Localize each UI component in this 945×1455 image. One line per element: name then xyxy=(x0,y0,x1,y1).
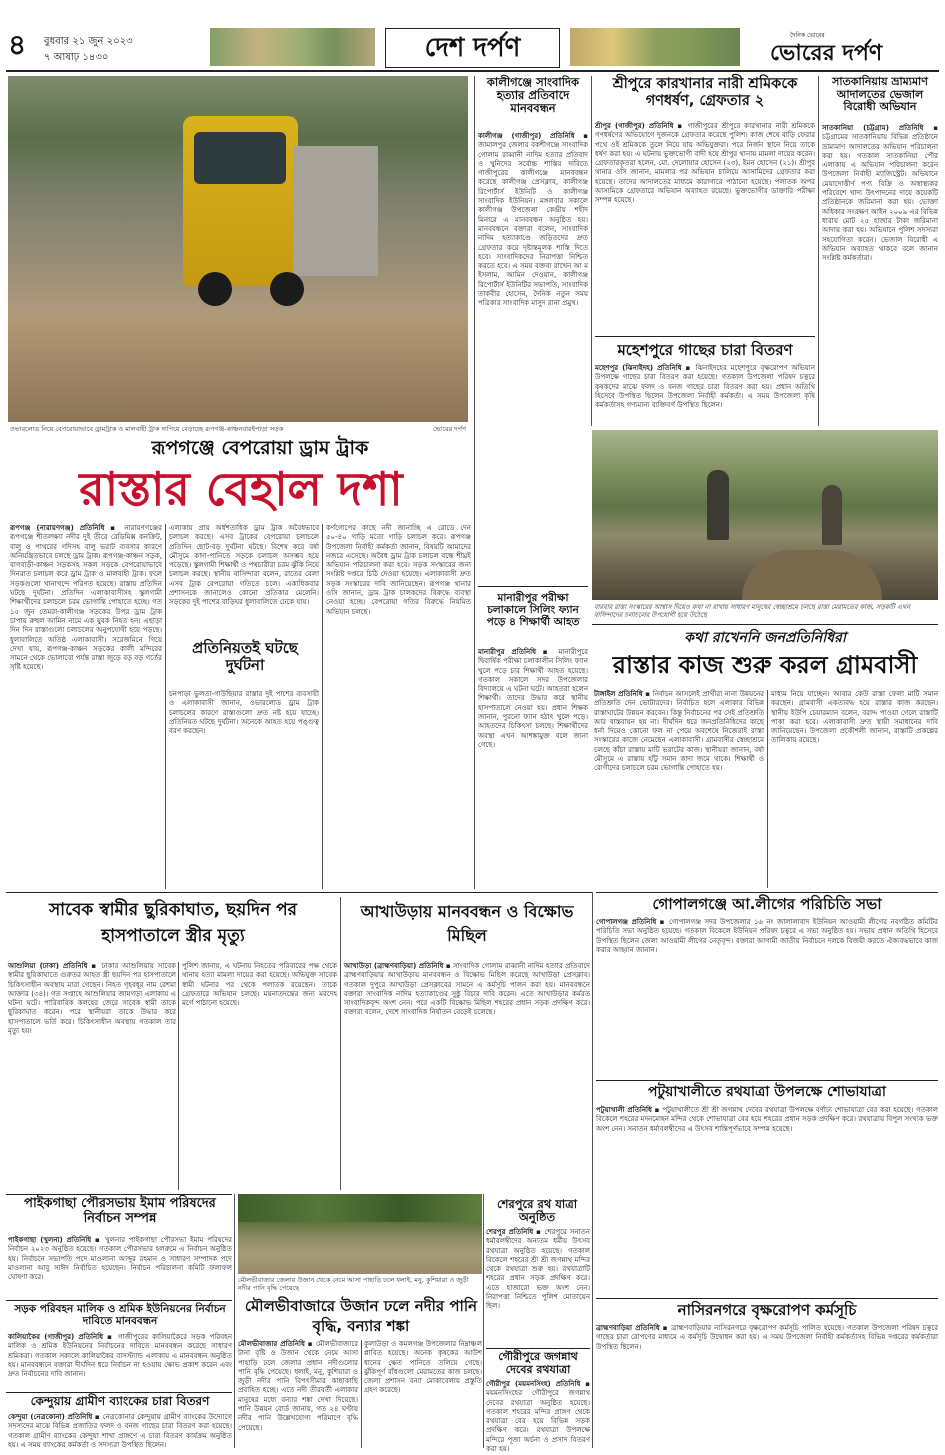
stabbing-col-1-text: ঢাকার আশুলিয়ায় সাবেক স্বামীর ছুরিকাঘাতে গুরুতর আহত স্ত্রী ছয়দিন পর হাসপাতালে চিকিৎসাধীন অবস্থায় মারা গেছেন। নিহত গৃহবধূর নাম রেশমা আক্তার (৩৪)। গত সপ্তাহে আশুলিয়ার জামগড়া এলাকায় এ ঘটনা ঘটে। পারিবারিক কলহের জেরে সাবেক স্বামী তাকে ছুরিকাঘাত করেন। পরে স্থানীয়রা তাকে উদ্ধার করে হাসপাতালে ভর্তি করে। চিকিৎসাধীন অবস্থায় গতকাল তার মৃত্যু হয়। xyxy=(8,962,176,1036)
fan-text: মানারীপুরে দ্বিবার্ষিক পরীক্ষা চলাকালীন সিলিং ফ্যান খুলে পড়ে চার শিক্ষার্থী আহত হয়েছে। গতকাল সকালে সদর উপজেলার বিদ্যালয়ে এ ঘটনা ঘটে। আহতরা হলেন শিক্ষার্থী। তাদের উদ্ধার করে স্থানীয় হাসপাতালে নেওয়া হয়। প্রধান শিক্ষক জানান, পুরনো ফ্যান হঠাৎ খুলে পড়ে। আহতদের চিকিৎসা চলছে। শিক্ষার্থীদের অবস্থা এখন আশঙ্কামুক্ত বলে জানা গেছে। xyxy=(478,648,588,749)
lead-col-2b: চনপাড়া ভুলতা-গাউছিয়ার রাস্তার দুই পাশের ব্যবসায়ী ও এলাকাবাসী জানান, ওভারলোড ড্রাম ট্রাক চলাচলের কারণে রাস্তাগুলো দ্রুত নষ্ট হয়ে যাচ্ছে। প্রতিনিয়ত ঘটছে দুর্ঘটনা। অনেকে আহত হয়ে পঙ্গুত্ব বরণ করছেন। xyxy=(169,690,319,736)
header-photo-strip-right xyxy=(570,28,740,66)
truck-wheel-left xyxy=(198,272,232,306)
truck-body xyxy=(293,146,378,276)
sorok-body: কালিয়াকৈর (গাজীপুর) প্রতিনিধি ▪ গাজীপুরের কালিয়াকৈরে সড়ক পরিবহন মালিক ও শ্রমিক ইউনিয়নের নির্বাচনের দাবিতে মানববন্ধন করেছে সাধারণ শ্রমিকরা। গতকাল সকালে কালিয়াকৈর বাসস্ট্যান্ড এলাকায় এ মানববন্ধন অনুষ্ঠিত হয়। মানববন্ধনে বক্তারা দীর্ঘদিন ধরে নির্বাচন না হওয়ায় ক্ষোভ প্রকাশ করেন এবং দ্রুত নির্বাচনের দাবি জানান। xyxy=(8,1333,232,1379)
sorok-text: গাজীপুরের কালিয়াকৈরে সড়ক পরিবহন মালিক ও শ্রমিক ইউনিয়নের নির্বাচনের দাবিতে মানববন্ধন করেছে সাধারণ শ্রমিকরা। গতকাল সকালে কালিয়াকৈর বাসস্ট্যান্ড এলাকায় এ মানববন্ধন অনুষ্ঠিত হয়। মানববন্ধনে বক্তারা দীর্ঘদিন ধরে নির্বাচন না হওয়ায় ক্ষোভ প্রকাশ করেন এবং দ্রুত নির্বাচনের দাবি জানান। xyxy=(8,1333,232,1379)
lead-col-2: এলাকায় প্রায় অর্ধশতাধিক ড্রাম ট্রাক অবৈধভাবে চলাচল করছে। এসব ট্রাকের বেপরোয়া চলাচলে প্রতিদিন ছোট-বড় দুর্ঘটনা ঘটছে। বিশেষ করে বর্ষা মৌসুমে কাদা-পানিতে সড়কে চলাচল অসম্ভব হয়ে পড়েছে। স্কুলগামী শিক্ষার্থী ও পথচারীরা চরম ঝুঁকি নিয়ে চলাচল করছে। স্থানীয় বাসিন্দারা বলেন, রাতের বেলা এসব ট্রাক বেপরোয়া গতিতে চলে। একাধিকবার প্রশাসনকে জানালেও কোনো প্রতিকার মেলেনি। সড়কের দুই পাশের বাড়িঘর ধুলাবালিতে ঢেকে যায়। xyxy=(169,524,319,607)
header-photo-strip-left xyxy=(210,28,375,66)
stabbing-byline: আশুলিয়া (ঢাকা) প্রতিনিধি xyxy=(8,962,88,970)
kendua-top-rule xyxy=(6,1392,232,1393)
villager-1 xyxy=(707,470,729,540)
satkania-headline: সাতকানিয়ায় ভ্রাম্যমাণ আদালতের ভেজাল বিরোধী অভিযান xyxy=(832,75,928,114)
lead-kicker: রূপগঞ্জে বেপরোয়া ড্রাম ট্রাক xyxy=(151,437,369,459)
sreepur-text: গাজীপুরের শ্রীপুরে কারখানার নারী শ্রমিককে গণধর্ষণের অভিযোগে দুজনকে গ্রেফতার করেছে পুলিশ। কাজ শেষে বাড়ি ফেরার পথে ওই শ্রমিককে তুলে নিয়ে যায় অভিযুক্তরা। পরে নির্জন স্থানে নিয়ে তাকে ধর্ষণ করা হয়। এ ঘটনায় ভুক্তভোগী বাদী হয়ে শ্রীপুর থানায় মামলা দায়ের করেন। গ্রেফতারকৃতরা হলেন, মো. দেলোয়ার হোসেন (২৩), ইমন হোসেন (২১)। শ্রীপুর থানার ওসি জানান, মামলার পর অভিযান চালিয়ে আসামিদের গ্রেফতার করা হয়েছে। তাদের আদালতের মাধ্যমে কারাগারে পাঠানো হয়েছে। পলাতক অপর আসামিকে গ্রেফতারে অভিযান অব্যাহত রয়েছে। ভুক্তভোগীর ডাক্তারি পরীক্ষা সম্পন্ন হয়েছে। xyxy=(595,122,816,205)
sreepur-body: শ্রীপুর (গাজীপুর) প্রতিনিধি ▪ গাজীপুরের শ্রীপুরে কারখানার নারী শ্রমিককে গণধর্ষণের অভিযোগে দুজনকে গ্রেফতার করেছে পুলিশ। কাজ শেষে বাড়ি ফেরার পথে ওই শ্রমিককে তুলে নিয়ে যায় অভিযুক্তরা। পরে নির্জন স্থানে নিয়ে তাকে ধর্ষণ করা হয়। এ ঘটনায় ভুক্তভোগী বাদী হয়ে শ্রীপুর থানায় মামলা দায়ের করেন। গ্রেফতারকৃতরা হলেন, মো. দেলোয়ার হোসেন (২৩), ইমন হোসেন (২১)। শ্রীপুর থানার ওসি জানান, মামলার পর অভিযান চালিয়ে আসামিদের গ্রেফতার করা হয়েছে। তাদের আদালতের মাধ্যমে কারাগারে পাঠানো হয়েছে। পলাতক অপর আসামিকে গ্রেফতারে অভিযান অব্যাহত রয়েছে। ভুক্তভোগীর ডাক্তারি পরীক্ষা সম্পন্ন হয়েছে। xyxy=(595,122,816,205)
lead-subhead: প্রতিনিয়তই ঘটছে দুর্ঘটনা xyxy=(192,639,298,675)
lead-col-3: কর্ণগোপের কাছে নদী জানাচ্ছি এ রোডে দেন ৫০-৪০ গাড়ি মতো গাড়ি চলাচল করে। রূপগঞ্জ উপজেলা নির্বাহী কর্মকর্তা জানান, বিষয়টি আমাদের নজরে এসেছে। অবৈধ ড্রাম ট্রাক চলাচল বন্ধে শীঘ্রই অভিযান পরিচালনা করা হবে। সড়ক সংস্কারের জন্য সংশ্লিষ্ট দপ্তরে চিঠি দেওয়া হয়েছে। এলাকাবাসী দ্রুত সড়ক সংস্কারের দাবি জানিয়েছেন। রূপগঞ্জ থানার ওসি জানান, ড্রাম ট্রাক চালকদের বিরুদ্ধে ব্যবস্থা নেওয়া হচ্ছে। বেপরোয়া গতির বিরুদ্ধে নিয়মিত অভিযান চলছে। xyxy=(326,524,471,616)
section-title: দেশ দর্পণ xyxy=(385,28,560,68)
paikgacha-byline: পাইকগাছা (খুলনা) প্রতিনিধি xyxy=(8,1236,92,1244)
moheshpur-body: মহেশপুর (ঝিনাইদহ) প্রতিনিধি ▪ ঝিনাইদহের মহেশপুরে বৃক্ষরোপণ অভিযান উপলক্ষে গাছের চারা বিতরণ করা হয়েছে। গতকাল উপজেলা পরিষদ চত্বরে কৃষকদের মাঝে ফলদ ও বনজ গাছের চারা বিতরণ করা হয়। প্রধান অতিথি হিসেবে উপস্থিত ছিলেন উপজেলা নির্বাহী কর্মকর্তা। এ সময় উপজেলা কৃষি কর্মকর্তাসহ গণ্যমান্য ব্যক্তিবর্গ উপস্থিত ছিলেন। xyxy=(595,364,815,410)
lead-headline: রাস্তার বেহাল দশা xyxy=(79,462,403,516)
gopalganj-headline: গোপালগঞ্জে আ.লীগের পরিচিতি সভা xyxy=(652,895,882,913)
sorok-byline: কালিয়াকৈর (গাজীপুর) প্রতিনিধি xyxy=(8,1333,104,1341)
villager-2 xyxy=(822,485,842,545)
lead-col-1: রূপগঞ্জ (নারায়ণগঞ্জ) প্রতিনিধি ▪ নারায়ণগঞ্জের রূপগঞ্জে শীতলক্ষ্যা নদীর দুই তীরে রেডিমিক্স কনক্রিট, বালু ও পাথরের গদিসহ বালু ভরাট ব্যবসার কারণে অনিয়ন্ত্রিতভাবে চলছে ড্রাম ট্রাক। রূপগঞ্জ-কাঞ্চন সড়ক, বাগবাড়ী-কাঞ্চন সড়কসহ সকল সড়কে বেপরোয়াভাবে দিনরাত চলাচল করে ড্রাম ট্রাক ও মালবাহী ট্রাক। ফলে সড়কগুলো খানাখন্দে পরিণত হয়েছে। রাস্তায় প্রতিদিন ঘটছে দুর্ঘটনা। প্রতিদিন এলাকাবাসীসহ স্কুলগামী শিক্ষার্থীদের চলাচলে চরম ভোগান্তি পোহাতে হচ্ছে। গত ১৫ জুন তেমরা-কালীগঞ্জ সড়কের উপর ড্রাম ট্রাক চাপায় রুহুল আমিন নামে এক যুবক নিহত হন। এছাড়া দিন দিন রাস্তাগুলো চলাচলের অনুপযোগী হয়ে পড়ছে। ধুলাবালিতে অতিষ্ঠ এলাকাবাসী। সরেজমিনে গিয়ে দেখা যায়, রূপগঞ্জ-কাঞ্চন সড়কের কালী মন্দিরের সামনে থেকে ভোলাবো পর্যন্ত রাস্তা জুড়ে বড় বড় গর্তের সৃষ্টি হয়েছে। xyxy=(10,524,162,672)
dirt-mound xyxy=(742,550,882,600)
truck-wheel-right xyxy=(270,272,304,306)
moheshpur-byline: মহেশপুর (ঝিনাইদহ) প্রতিনিধি xyxy=(595,364,682,372)
village-photo-caption: বারবার রাস্তা সংস্কারের আশ্বাস দিয়েও কথা না রাখায় সাধারণ মানুষের স্বেচ্ছাশ্রমে চলছে রাস্তা মেরামতের কাজ, সড়কটি এখন বাসিন্দাদের চলাচলের উপযোগী হয়ে উঠেছে xyxy=(594,603,911,619)
kendua-body: কেন্দুয়া (নেত্রকোনা) প্রতিনিধি ▪ নেত্রকোনার কেন্দুয়ায় গ্রামীণ ব্যাংকের উদ্যোগে সদস্যদের মাঝে বিভিন্ন প্রজাতির ফলদ ও বনজ গাছের চারা বিতরণ করা হয়েছে। গতকাল গ্রামীণ ব্যাংকের কেন্দুয়া শাখা প্রাঙ্গণে এ চারা বিতরণ কার্যক্রম অনুষ্ঠিত হয়। এ সময় ব্যাংকের কর্মকর্তা ও সদস্যরা উপস্থিত ছিলেন। xyxy=(8,1413,232,1449)
kaliganj-byline: কালীগঞ্জ (গাজীপুর) প্রতিনিধি xyxy=(478,132,575,140)
sreepur-byline: শ্রীপুর (গাজীপুর) প্রতিনিধি xyxy=(595,122,674,130)
page-number: ৪ xyxy=(8,28,27,61)
lead-byline: রূপগঞ্জ (নারায়ণগঞ্জ) প্রতিনিধি xyxy=(10,524,105,532)
road-col-2: মাধ্যম নিয়ে যাচ্ছেন। আবার কেউ রাস্তা ফেলা মাটি সমান করছেন। গ্রামবাসী একতাবদ্ধ হয়ে রাস্তার কাজ করছেন। স্থানীয় ইউপি চেয়ারম্যান বলেন, বরাদ্দ পাওয়া গেলে রাস্তাটি পাকা করা হবে। এলাকাবাসী দ্রুত স্থায়ী সমাধানের দাবি জানিয়েছেন। উপজেলা প্রকৌশলী জানান, রাস্তাটি প্রকল্পের তালিকায় রয়েছে। xyxy=(771,690,938,745)
patuakhali-body: পটুয়াখালী প্রতিনিধি ▪ পটুয়াখালীতে শ্রী শ্রী জগন্নাথ দেবের রথযাত্রা উপলক্ষে বর্ণাঢ্য শোভাযাত্রা বের করা হয়েছে। গতকাল বিকেলে শহরের মদনমোহন মন্দির থেকে শোভাযাত্রা বের হয়ে শহরের প্রধান সড়ক প্রদক্ষিণ করে। রথযাত্রায় বিপুল সংখ্যক ভক্ত অংশ নেন। সনাতন ধর্মাবলম্বীদের এ উৎসব শান্তিপূর্ণভাবে সম্পন্ন হয়েছে। xyxy=(596,1106,938,1133)
nasirnagar-text: ব্রাহ্মণবাড়িয়ার নাসিরনগরে বৃক্ষরোপণ কর্মসূচি পালিত হয়েছে। গতকাল উপজেলা পরিষদ চত্বরে গাছের চারা রোপণের মাধ্যমে এ কর্মসূচি উদ্বোধন করা হয়। এ সময় উপজেলা নির্বাহী কর্মকর্তাসহ বিভিন্ন দপ্তরের কর্মকর্তারা উপস্থিত ছিলেন। xyxy=(596,1324,938,1351)
sherpur-byline: শেরপুর প্রতিনিধি xyxy=(486,1228,534,1236)
akhaura-body: আখাউড়া (ব্রাহ্মণবাড়িয়া) প্রতিনিধি ▪ সাংবাদিক গোলাম রাব্বানী নাদিম হত্যার প্রতিবাদে ব্রাহ্মণবাড়িয়ার আখাউড়ায় মানববন্ধন ও বিক্ষোভ মিছিল করেছে আখাউড়া প্রেসক্লাব। গতকাল দুপুরে আখাউড়া প্রেসক্লাবের সামনে এ কর্মসূচি পালন করা হয়। মানববন্ধনে বক্তারা সাংবাদিক নাদিম হত্যাকাণ্ডের সুষ্ঠু বিচার দাবি করেন। এতে আখাউড়ার কর্মরত সাংবাদিকবৃন্দ অংশ নেন। পরে একটি বিক্ষোভ মিছিল শহরের প্রধান সড়ক প্রদক্ষিণ করে। বক্তারা বলেন, দেশে সাংবাদিক নির্যাতন বেড়েই চলেছে। xyxy=(344,962,590,1017)
gouripur-body: গৌরীপুর (ময়মনসিংহ) প্রতিনিধি ▪ ময়মনসিংহের গৌরীপুরে জগন্নাথ দেবের রথযাত্রা অনুষ্ঠিত হয়েছে। গতকাল শহরের মন্দির প্রাঙ্গণ থেকে রথযাত্রা বের হয়ে বিভিন্ন সড়ক প্রদক্ষিণ করে। রথযাত্রা উপলক্ষে মন্দিরে পূজা অর্চনা ও প্রসাদ বিতরণ করা হয়। xyxy=(486,1380,590,1454)
kaliganj-bottom-rule xyxy=(478,586,588,587)
vertical-divider-c xyxy=(818,76,819,426)
flood-photo-caption: মৌলভীবাজার জেলায় উজান থেকে নেমে আসা পাহাড়ি ঢলে ধলাই, মনু, কুশিয়ারা ও জুড়ী নদীর পানি বৃদ্ধি পেয়েছে xyxy=(238,1276,469,1292)
kendua-headline: কেন্দুয়ায় গ্রামীণ ব্যাংকের চারা বিতরণ xyxy=(30,1394,210,1408)
road-top-rule xyxy=(592,624,938,625)
lead-col-divider-2 xyxy=(322,524,323,889)
road-headline: রাস্তার কাজ শুরু করল গ্রামবাসী xyxy=(612,651,918,679)
satkania-text: চট্টগ্রামের সাতকানিয়ায় বিভিন্ন প্রতিষ্ঠানে ভ্রাম্যমাণ আদালতের অভিযান পরিচালনা করা হয়। গতকাল সাতকানিয়া পৌর এলাকায় এ অভিযান পরিচালনা করেন উপজেলা নির্বাহী ম্যাজিস্ট্রেট। অভিযানে মেয়াদোত্তীর্ণ পণ্য বিক্রি ও অস্বাস্থ্যকর পরিবেশে খাদ্য উৎপাদনের দায়ে কয়েকটি প্রতিষ্ঠানকে জরিমানা করা হয়। ভোক্তা অধিকার সংরক্ষণ আইন ২০০৯ এর বিভিন্ন ধারায় মোট ২৫ হাজার টাকা জরিমানা আদায় করা হয়। অভিযানে পুলিশ সদস্যরা সহযোগিতা করেন। ভেজাল বিরোধী এ অভিযান অব্যাহত থাকবে বলে জানান সংশ্লিষ্ট কর্মকর্তারা। xyxy=(822,133,938,263)
lead-col-divider-1 xyxy=(165,524,166,889)
lead-photo-caption: ওভারলোড নিয়ে বেপরোয়াভাবে ড্রামট্রাক ও মালবাহী ট্রাক দাপিয়ে বেড়াচ্ছে রূপগঞ্জ-কাঞ্চনবারইপাড়া সড়ক xyxy=(10,425,284,433)
akhaura-byline: আখাউড়া (ব্রাহ্মণবাড়িয়া) প্রতিনিধি xyxy=(344,962,444,970)
sorok-headline: সড়ক পরিবহন মালিক ও শ্রমিক ইউনিয়নের নির্বাচন দাবিতে মানববন্ধন xyxy=(14,1303,226,1328)
sherpur-headline: শেরপুরে রথ যাত্রা অনুষ্ঠিত xyxy=(496,1197,578,1225)
moheshpur-text: ঝিনাইদহের মহেশপুরে বৃক্ষরোপণ অভিযান উপলক্ষে গাছের চারা বিতরণ করা হয়েছে। গতকাল উপজেলা পরিষদ চত্বরে কৃষকদের মাঝে ফলদ ও বনজ গাছের চারা বিতরণ করা হয়। প্রধান অতিথি হিসেবে উপস্থিত ছিলেন উপজেলা নির্বাহী কর্মকর্তা। এ সময় উপজেলা কৃষি কর্মকর্তাসহ গণ্যমান্য ব্যক্তিবর্গ উপস্থিত ছিলেন। xyxy=(595,364,815,410)
patuakhali-headline: পটুয়াখালীতে রথযাত্রা উপলক্ষে শোভাযাত্রা xyxy=(648,1084,886,1100)
stabbing-headline: সাবেক স্বামীর ছুরিকাঘাত, ছয়দিন পর হাসপাতালে স্ত্রীর মৃত্যু xyxy=(48,900,298,946)
gouripur-headline: গৌরীপুরে জগন্নাথ দেবের রথযাত্রা xyxy=(498,1350,578,1376)
kaliganj-text: জামালপুর জেলার বকশীগঞ্জে সাংবাদিক গোলাম রাব্বানী নাদিম হত্যার প্রতিবাদ ও খুনিদের সর্বোচ্চ শাস্তির দাবিতে গাজীপুরের কালীগঞ্জে মানববন্ধন করেছে কালীগঞ্জ প্রেসক্লাব, কালীগঞ্জ রিপোর্টার্স ইউনিটি ও কালীগঞ্জ সাংবাদিক ইউনিয়ন। মঙ্গলবার সকালে কালীগঞ্জ উপজেলা কেন্দ্রীয় শহীদ মিনারে এ মানববন্ধন অনুষ্ঠিত হয়। মানববন্ধনে বক্তারা বলেন, সাংবাদিক নাদিম হত্যাকাণ্ডে জড়িতদের দ্রুত গ্রেফতার করে দৃষ্টান্তমূলক শাস্তি দিতে হবে। সাংবাদিকদের নিরাপত্তা নিশ্চিত করতে হবে। এ সময় বক্তব্য রাখেন আ ম ইসলাম, আমিন দেওয়ান, কালীগঞ্জ রিপোর্টার্স ইউনিটির সভাপতি, সাংবাদিক তাকবীর হোসেন, দৈনিক নতুন সময় পত্রিকার সাংবাদিক মাসুদ রানা প্রমুখ। xyxy=(478,141,588,308)
paikgacha-headline: পাইকগাছা পৌরসভায় ইমাম পরিষদের নির্বাচন সম্পন্ন xyxy=(24,1196,216,1226)
akhaura-headline: আখাউড়ায় মানববন্ধন ও বিক্ষোভ মিছিল xyxy=(360,902,574,945)
nasirnagar-body: ব্রাহ্মণবাড়িয়া প্রতিনিধি ▪ ব্রাহ্মণবাড়িয়ার নাসিরনগরে বৃক্ষরোপণ কর্মসূচি পালিত হয়েছে। গতকাল উপজেলা পরিষদ চত্বরে গাছের চারা রোপণের মাধ্যমে এ কর্মসূচি উদ্বোধন করা হয়। এ সময় উপজেলা নির্বাহী কর্মকর্তাসহ বিভিন্ন দপ্তরের কর্মকর্তারা উপস্থিত ছিলেন। xyxy=(596,1324,938,1351)
sherpur-body: শেরপুর প্রতিনিধি ▪ শেরপুরে সনাতন ধর্মাবলম্বীদের অন্যতম ধর্মীয় উৎসব রথযাত্রা অনুষ্ঠিত হয়েছে। গতকাল বিকেলে শহরের শ্রী শ্রী জগন্নাথ মন্দির থেকে রথযাত্রা শুরু হয়। রথযাত্রাটি শহরের প্রধান সড়ক প্রদক্ষিণ করে। এতে হাজারো ভক্ত অংশ নেন। নিরাপত্তা নিশ্চিতে পুলিশ মোতায়েন ছিল। xyxy=(486,1228,590,1311)
flood-trees xyxy=(238,1194,482,1222)
gopalganj-text: গোপালগঞ্জ সদর উপজেলার ১৬ নং জালালাবাদ ইউনিয়ন আওয়ামী লীগের নবগঠিত কমিটির পরিচিতি সভা অনুষ্ঠিত হয়েছে। গতকাল বিকেলে ইউনিয়ন পরিষদ চত্বরে এ সভা অনুষ্ঠিত হয়। সভায় প্রধান অতিথি হিসেবে উপস্থিত ছিলেন জেলা আওয়ামী লীগের নেতৃবৃন্দ। বক্তারা আগামী জাতীয় নির্বাচনে দলকে বিজয়ী করতে ঐক্যবদ্ধভাবে কাজ করার আহ্বান জানান। xyxy=(596,918,938,954)
kaliganj-body: কালীগঞ্জ (গাজীপুর) প্রতিনিধি ▪ জামালপুর জেলার বকশীগঞ্জে সাংবাদিক গোলাম রাব্বানী নাদিম হত্যার প্রতিবাদ ও খুনিদের সর্বোচ্চ শাস্তির দাবিতে গাজীপুরের কালীগঞ্জে মানববন্ধন করেছে কালীগঞ্জ প্রেসক্লাব, কালীগঞ্জ রিপোর্টার্স ইউনিটি ও কালীগঞ্জ সাংবাদিক ইউনিয়ন। মঙ্গলবার সকালে কালীগঞ্জ উপজেলা কেন্দ্রীয় শহীদ মিনারে এ মানববন্ধন অনুষ্ঠিত হয়। মানববন্ধনে বক্তারা বলেন, সাংবাদিক নাদিম হত্যাকাণ্ডে জড়িতদের দ্রুত গ্রেফতার করে দৃষ্টান্তমূলক শাস্তি দিতে হবে। সাংবাদিকদের নিরাপত্তা নিশ্চিত করতে হবে। এ সময় বক্তব্য রাখেন আ ম ইসলাম, আমিন দেওয়ান, কালীগঞ্জ রিপোর্টার্স ইউনিটির সভাপতি, সাংবাদিক তাকবীর হোসেন, দৈনিক নতুন সময় পত্রিকার সাংবাদিক মাসুদ রানা প্রমুখ। xyxy=(478,132,588,308)
stabbing-col-2: পুলিশ জানায়, এ ঘটনায় নিহতের পরিবারের পক্ষ থেকে থানায় হত্যা মামলা দায়ের করা হয়েছে। অভিযুক্ত সাবেক স্বামী ঘটনার পর থেকে পলাতক রয়েছেন। তাকে গ্রেফতারে অভিযান চলছে। ময়নাতদন্তের জন্য মরদেহ মর্গে পাঠানো হয়েছে। xyxy=(182,962,337,1008)
satkania-byline: সাতকানিয়া (চট্টগ্রাম) প্রতিনিধি xyxy=(822,124,924,132)
gopalganj-body: গোপালগঞ্জ প্রতিনিধি ▪ গোপালগঞ্জ সদর উপজেলার ১৬ নং জালালাবাদ ইউনিয়ন আওয়ামী লীগের নবগঠিত কমিটির পরিচিতি সভা অনুষ্ঠিত হয়েছে। গতকাল বিকেলে ইউনিয়ন পরিষদ চত্বরে এ সভা অনুষ্ঠিত হয়। সভায় প্রধান অতিথি হিসেবে উপস্থিত ছিলেন জেলা আওয়ামী লীগের নেতৃবৃন্দ। বক্তারা আগামী জাতীয় নির্বাচনে দলকে বিজয়ী করতে ঐক্যবদ্ধভাবে কাজ করার আহ্বান জানান। xyxy=(596,918,938,954)
satkania-body: সাতকানিয়া (চট্টগ্রাম) প্রতিনিধি ▪ চট্টগ্রামের সাতকানিয়ায় বিভিন্ন প্রতিষ্ঠানে ভ্রাম্যমাণ আদালতের অভিযান পরিচালনা করা হয়। গতকাল সাতকানিয়া পৌর এলাকায় এ অভিযান পরিচালনা করেন উপজেলা নির্বাহী ম্যাজিস্ট্রেট। অভিযানে মেয়াদোত্তীর্ণ পণ্য বিক্রি ও অস্বাস্থ্যকর পরিবেশে খাদ্য উৎপাদনের দায়ে কয়েকটি প্রতিষ্ঠানকে জরিমানা করা হয়। ভোক্তা অধিকার সংরক্ষণ আইন ২০০৯ এর বিভিন্ন ধারায় মোট ২৫ হাজার টাকা জরিমানা আদায় করা হয়। অভিযানে পুলিশ সদস্যরা সহযোগিতা করেন। ভেজাল বিরোধী এ অভিযান অব্যাহত থাকবে বলে জানান সংশ্লিষ্ট কর্মকর্তারা। xyxy=(822,124,938,263)
lead-col-1-text: নারায়ণগঞ্জের রূপগঞ্জে শীতলক্ষ্যা নদীর দুই তীরে রেডিমিক্স কনক্রিট, বালু ও পাথরের গদিসহ বালু ভরাট ব্যবসার কারণে অনিয়ন্ত্রিতভাবে চলছে ড্রাম ট্রাক। রূপগঞ্জ-কাঞ্চন সড়ক, বাগবাড়ী-কাঞ্চন সড়কসহ সকল সড়কে বেপরোয়াভাবে দিনরাত চলাচল করে ড্রাম ট্রাক ও মালবাহী ট্রাক। ফলে সড়কগুলো খানাখন্দে পরিণত হয়েছে। রাস্তায় প্রতিদিন ঘটছে দুর্ঘটনা। প্রতিদিন এলাকাবাসীসহ স্কুলগামী শিক্ষার্থীদের চলাচলে চরম ভোগান্তি পোহাতে হচ্ছে। গত ১৫ জুন তেমরা-কালীগঞ্জ সড়কের উপর ড্রাম ট্রাক চাপায় রুহুল আমিন নামে এক যুবক নিহত হন। এছাড়া দিন দিন রাস্তাগুলো চলাচলের অনুপযোগী হয়ে পড়ছে। ধুলাবালিতে অতিষ্ঠ এলাকাবাসী। সরেজমিনে গিয়ে দেখা যায়, রূপগঞ্জ-কাঞ্চন সড়কের কালী মন্দিরের সামনে থেকে ভোলাবো পর্যন্ত রাস্তা জুড়ে বড় বড় গর্তের সৃষ্টি হয়েছে। xyxy=(10,524,162,672)
stabbing-col-divider xyxy=(178,962,179,1190)
publication-logo: ভোরের দর্পণ xyxy=(770,41,883,66)
fan-headline: মানারীপুর পরীক্ষা চলাকালে সিলিং ফ্যান পড়ে ৪ শিক্ষার্থী আহত xyxy=(486,592,580,629)
paikgacha-body: পাইকগাছা (খুলনা) প্রতিনিধি ▪ খুলনার পাইকগাছা পৌরসভা ইমাম পরিষদের নির্বাচন ২০২৩ অনুষ্ঠিত হয়েছে। গতকাল পৌরসভার হলরুমে এ নির্বাচন অনুষ্ঠিত হয়। নির্বাচনে সভাপতি পদে মাওলানা আব্দুর রহমান ও সাধারণ সম্পাদক পদে মাওলানা আবু সাঈদ নির্বাচিত হয়েছেন। নির্বাচন পরিচালনা কমিটি ফলাফল ঘোষণা করে। xyxy=(8,1236,233,1282)
vertical-divider-b xyxy=(591,76,592,426)
fan-body: মানারীপুর প্রতিনিধি ▪ মানারীপুরে দ্বিবার্ষিক পরীক্ষা চলাকালীন সিলিং ফ্যান খুলে পড়ে চার শিক্ষার্থী আহত হয়েছে। গতকাল সকালে সদর উপজেলার বিদ্যালয়ে এ ঘটনা ঘটে। আহতরা হলেন শিক্ষার্থী। তাদের উদ্ধার করে স্থানীয় হাসপাতালে নেওয়া হয়। প্রধান শিক্ষক জানান, পুরনো ফ্যান হঠাৎ খুলে পড়ে। আহতদের চিকিৎসা চলছে। শিক্ষার্থীদের অবস্থা এখন আশঙ্কামুক্ত বলে জানা গেছে। xyxy=(478,648,588,749)
sreepur-bottom-rule xyxy=(595,336,815,337)
kaliganj-headline: কালীগঞ্জে সাংবাদিক হত্যার প্রতিবাদে মানববন্ধন xyxy=(486,75,580,116)
patuakhali-byline: পটুয়াখালী প্রতিনিধি xyxy=(596,1106,652,1114)
flood-river-photo xyxy=(238,1194,482,1274)
masthead xyxy=(0,0,945,72)
akhaura-text: সাংবাদিক গোলাম রাব্বানী নাদিম হত্যার প্রতিবাদে ব্রাহ্মণবাড়িয়ার আখাউড়ায় মানববন্ধন ও বিক্ষোভ মিছিল করেছে আখাউড়া প্রেসক্লাব। গতকাল দুপুরে আখাউড়া প্রেসক্লাবের সামনে এ কর্মসূচি পালন করা হয়। মানববন্ধনে বক্তারা সাংবাদিক নাদিম হত্যাকাণ্ডের সুষ্ঠু বিচার দাবি করেন। এতে আখাউড়ার কর্মরত সাংবাদিকবৃন্দ অংশ নেন। পরে একটি বিক্ষোভ মিছিল শহরের প্রধান সড়ক প্রদক্ষিণ করে। বক্তারা বলেন, দেশে সাংবাদিক নির্যাতন বেড়েই চলেছে। xyxy=(344,962,590,1017)
road-kicker: কথা রাখেননি জনপ্রতিনিধিরা xyxy=(684,630,846,646)
date-line-1: বুধবার ২১ জুন ২০২৩ xyxy=(44,36,133,47)
kendua-text: নেত্রকোনার কেন্দুয়ায় গ্রামীণ ব্যাংকের উদ্যোগে সদস্যদের মাঝে বিভিন্ন প্রজাতির ফলদ ও বনজ গাছের চারা বিতরণ করা হয়েছে। গতকাল গ্রামীণ ব্যাংকের কেন্দুয়া শাখা প্রাঙ্গণে এ চারা বিতরণ কার্যক্রম অনুষ্ঠিত হয়। এ সময় ব্যাংকের কর্মকর্তা ও সদস্যরা উপস্থিত ছিলেন। xyxy=(8,1413,232,1449)
vertical-divider-g xyxy=(483,1194,484,1448)
stabbing-col-1: আশুলিয়া (ঢাকা) প্রতিনিধি ▪ ঢাকার আশুলিয়ায় সাবেক স্বামীর ছুরিকাঘাতে গুরুতর আহত স্ত্রী ছয়দিন পর হাসপাতালে চিকিৎসাধীন অবস্থায় মারা গেছেন। নিহত গৃহবধূর নাম রেশমা আক্তার (৩৪)। গত সপ্তাহে আশুলিয়ার জামগড়া এলাকায় এ ঘটনা ঘটে। পারিবারিক কলহের জেরে সাবেক স্বামী তাকে ছুরিকাঘাত করেন। পরে স্থানীয়রা তাকে উদ্ধার করে হাসপাতালে ভর্তি করে। চিকিৎসাধীন অবস্থায় গতকাল তার মৃত্যু হয়। xyxy=(8,962,176,1036)
gouripur-top-rule xyxy=(486,1348,590,1349)
vertical-divider-e xyxy=(592,892,593,1448)
date-line-2: ৭ আষাঢ় ১৪৩০ xyxy=(44,52,109,63)
gopalganj-byline: গোপালগঞ্জ প্রতিনিধি xyxy=(596,918,657,926)
road-byline: টাঙ্গাইল প্রতিনিধি xyxy=(594,690,643,698)
road-col-1: টাঙ্গাইল প্রতিনিধি ▪ নির্বাচন আসলেই প্রার্থীরা নানা উন্নয়নের প্রতিশ্রুতি দেন ভোটারদের। নির্বাচিত হলে এলাকার বিভিন্ন রাস্তাঘাটের উন্নয়ন করবেন। কিন্তু নির্বাচনের পর সেই প্রতিশ্রুতি আর বাস্তবায়ন হয় না। দীর্ঘদিন ধরে জনপ্রতিনিধিদের কাছে ধর্না দিয়েও কোনো ফল না পেয়ে অবশেষে নিজেরাই রাস্তা সংস্কারের কাজে নেমেছেন এলাকাবাসী। গ্রামবাসীর স্বেচ্ছাশ্রমে চলছে কাঁচা রাস্তায় মাটি ভরাটের কাজ। স্থানীয়রা জানান, বর্ষা মৌসুমে এ রাস্তায় হাঁটু সমান কাদা জমে থাকে। শিক্ষার্থী ও রোগীদের চলাচলে চরম ভোগান্তি পোহাতে হয়। xyxy=(594,690,765,773)
flood-col-1-text: মৌলভীবাজারে টানা বৃষ্টি ও উজান থেকে নেমে আসা পাহাড়ি ঢলে জেলার প্রধান নদীগুলোর পানি বৃদ্ধি পেয়েছে। ধলাই, মনু, কুশিয়ারা ও জুড়ী নদীর পানি বিপৎসীমার কাছাকাছি প্রবাহিত হচ্ছে। এতে নদী তীরবর্তী এলাকার মানুষের মধ্যে বন্যার শঙ্কা দেখা দিয়েছে। পানি উন্নয়ন বোর্ড জানায়, গত ২৪ ঘণ্টায় নদীর পানি উল্লেখযোগ্য পরিমাণে বৃদ্ধি পেয়েছে। xyxy=(238,1340,358,1432)
sherpur-text: শেরপুরে সনাতন ধর্মাবলম্বীদের অন্যতম ধর্মীয় উৎসব রথযাত্রা অনুষ্ঠিত হয়েছে। গতকাল বিকেলে শহরের শ্রী শ্রী জগন্নাথ মন্দির থেকে রথযাত্রা শুরু হয়। রথযাত্রাটি শহরের প্রধান সড়ক প্রদক্ষিণ করে। এতে হাজারো ভক্ত অংশ নেন। নিরাপত্তা নিশ্চিতে পুলিশ মোতায়েন ছিল। xyxy=(486,1228,590,1311)
vertical-divider-f xyxy=(234,1194,235,1448)
header-rule xyxy=(6,70,939,72)
flood-headline: মৌলভীবাজারে উজান ঢলে নদীর পানি বৃদ্ধি, বন্যার শঙ্কা xyxy=(244,1297,478,1335)
paikgacha-top-rule xyxy=(6,1194,232,1195)
road-col-divider xyxy=(767,690,768,888)
logo-small: দৈনিক ভোরের xyxy=(790,32,825,39)
patuakhali-text: পটুয়াখালীতে শ্রী শ্রী জগন্নাথ দেবের রথযাত্রা উপলক্ষে বর্ণাঢ্য শোভাযাত্রা বের করা হয়েছে। গতকাল বিকেলে শহরের মদনমোহন মন্দির থেকে শোভাযাত্রা বের হয়ে শহরের প্রধান সড়ক প্রদক্ষিণ করে। রথযাত্রায় বিপুল সংখ্যক ভক্ত অংশ নেন। সনাতন ধর্মাবলম্বীদের এ উৎসব শান্তিপূর্ণভাবে সম্পন্ন হয়েছে। xyxy=(596,1106,938,1133)
muddy-road xyxy=(8,316,468,422)
lead-photo-truck xyxy=(8,76,468,422)
vertical-divider-d xyxy=(340,897,341,1190)
sorok-top-rule xyxy=(6,1300,232,1301)
village-road-photo xyxy=(592,430,938,600)
vertical-divider-a xyxy=(474,76,475,889)
nasirnagar-headline: নাসিরনগরে বৃক্ষরোপণ কর্মসূচি xyxy=(677,1301,857,1319)
nasirnagar-byline: ব্রাহ্মণবাড়িয়া প্রতিনিধি xyxy=(596,1324,660,1332)
fan-byline: মানারীপুর প্রতিনিধি xyxy=(478,648,537,656)
gouripur-text: ময়মনসিংহের গৌরীপুরে জগন্নাথ দেবের রথযাত্রা অনুষ্ঠিত হয়েছে। গতকাল শহরের মন্দির প্রাঙ্গণ থেকে রথযাত্রা বের হয়ে বিভিন্ন সড়ক প্রদক্ষিণ করে। রথযাত্রা উপলক্ষে মন্দিরে পূজা অর্চনা ও প্রসাদ বিতরণ করা হয়। xyxy=(486,1389,590,1454)
truck-windshield xyxy=(194,132,286,184)
road-col-1-text: নির্বাচন আসলেই প্রার্থীরা নানা উন্নয়নের প্রতিশ্রুতি দেন ভোটারদের। নির্বাচিত হলে এলাকার বিভিন্ন রাস্তাঘাটের উন্নয়ন করবেন। কিন্তু নির্বাচনের পর সেই প্রতিশ্রুতি আর বাস্তবায়ন হয় না। দীর্ঘদিন ধরে জনপ্রতিনিধিদের কাছে ধর্না দিয়েও কোনো ফল না পেয়ে অবশেষে নিজেরাই রাস্তা সংস্কারের কাজে নেমেছেন এলাকাবাসী। গ্রামবাসীর স্বেচ্ছাশ্রমে চলছে কাঁচা রাস্তায় মাটি ভরাটের কাজ। স্থানীয়রা জানান, বর্ষা মৌসুমে এ রাস্তায় হাঁটু সমান কাদা জমে থাকে। শিক্ষার্থী ও রোগীদের চলাচলে চরম ভোগান্তি পোহাতে হয়। xyxy=(594,690,765,773)
paikgacha-text: খুলনার পাইকগাছা পৌরসভা ইমাম পরিষদের নির্বাচন ২০২৩ অনুষ্ঠিত হয়েছে। গতকাল পৌরসভার হলরুমে এ নির্বাচন অনুষ্ঠিত হয়। নির্বাচনে সভাপতি পদে মাওলানা আব্দুর রহমান ও সাধারণ সম্পাদক পদে মাওলানা আবু সাঈদ নির্বাচিত হয়েছেন। নির্বাচন পরিচালনা কমিটি ফলাফল ঘোষণা করে। xyxy=(8,1236,233,1282)
sreepur-headline: শ্রীপুরে কারখানার নারী শ্রমিককে গণধর্ষণ, গ্রেফতার ২ xyxy=(612,76,798,109)
moheshpur-headline: মহেশপুরে গাছের চারা বিতরণ xyxy=(617,341,793,359)
mid-horizontal-rule xyxy=(6,892,592,893)
nasirnagar-top-rule xyxy=(596,1298,938,1299)
flood-col-1: মৌলভীবাজার প্রতিনিধি ▪ মৌলভীবাজারে টানা বৃষ্টি ও উজান থেকে নেমে আসা পাহাড়ি ঢলে জেলার প্রধান নদীগুলোর পানি বৃদ্ধি পেয়েছে। ধলাই, মনু, কুশিয়ারা ও জুড়ী নদীর পানি বিপৎসীমার কাছাকাছি প্রবাহিত হচ্ছে। এতে নদী তীরবর্তী এলাকার মানুষের মধ্যে বন্যার শঙ্কা দেখা দিয়েছে। পানি উন্নয়ন বোর্ড জানায়, গত ২৪ ঘণ্টায় নদীর পানি উল্লেখযোগ্য পরিমাণে বৃদ্ধি পেয়েছে। xyxy=(238,1340,358,1432)
flood-col-divider xyxy=(361,1340,362,1448)
patuakhali-top-rule xyxy=(596,1080,938,1081)
gouripur-byline: গৌরীপুর (ময়মনসিংহ) প্রতিনিধি xyxy=(486,1380,581,1388)
gopalganj-top-rule xyxy=(596,892,938,893)
flood-col-2: কুলাউড়া ও কমলগঞ্জ উপজেলার নিম্নাঞ্চল প্লাবিত হয়েছে। অনেক কৃষকের আউশ ধানের ক্ষেত পানিতে তলিয়ে গেছে। ঝুঁকিপূর্ণ বাঁধগুলো মেরামতের কাজ চলছে। জেলা প্রশাসন বন্যা মোকাবেলায় প্রস্তুতি গ্রহণ করেছে। xyxy=(364,1340,482,1395)
lead-photo-credit: ভোরের দর্পণ xyxy=(433,425,466,433)
kendua-byline: কেন্দুয়া (নেত্রকোনা) প্রতিনিধি xyxy=(8,1413,93,1421)
flood-byline: মৌলভীবাজার প্রতিনিধি xyxy=(238,1340,305,1348)
